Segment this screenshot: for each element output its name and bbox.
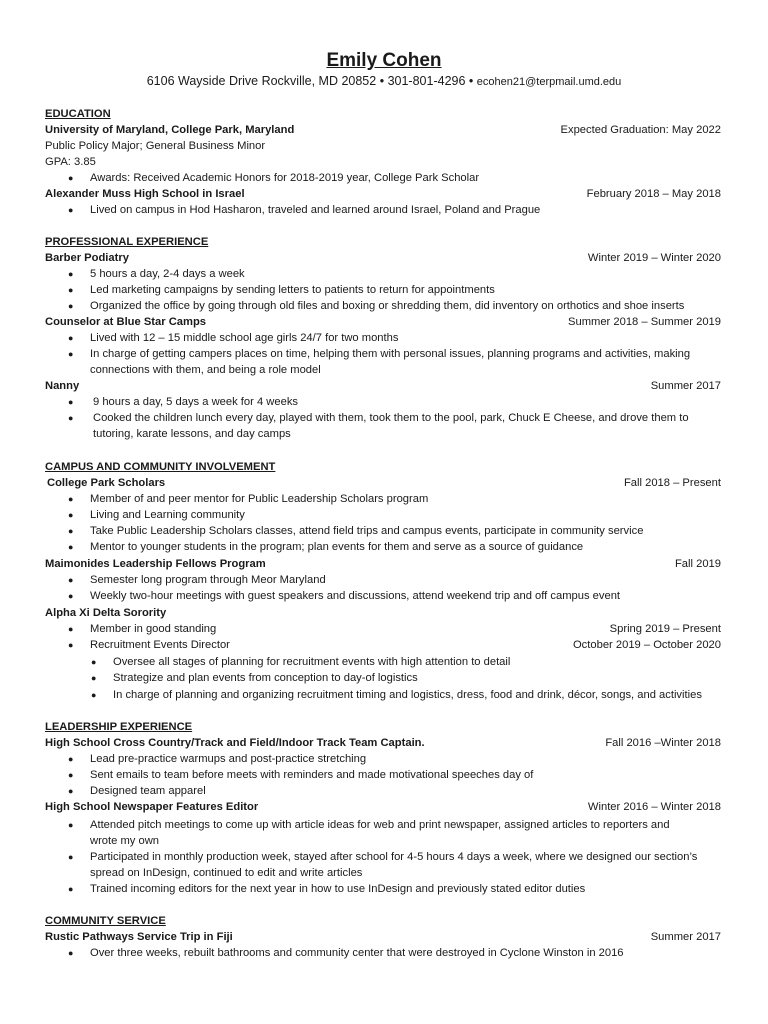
entry-cps: [45, 475, 721, 491]
bullet-text: Organized the office by going through old files and boxing or shredding them, did inventory on orthotics and shoe inserts: [90, 300, 685, 312]
bullet-icon: ●: [91, 690, 97, 700]
bullet-text: Trained incoming editors for the next year in how to use InDesign and previously stated editor duties: [90, 883, 586, 895]
bullet-text: Designed team apparel: [90, 785, 206, 797]
entry-xc: [45, 735, 721, 751]
bullet-text: Led marketing campaigns by sending letters to patients to return for appointments: [90, 284, 495, 296]
entry-umd: [45, 122, 721, 138]
bullet-icon: ●: [91, 673, 97, 683]
bullet-text: connections with them, and being a role model: [90, 364, 321, 376]
axid-bullet-row: [45, 621, 721, 637]
address: 6106 Wayside Drive Rockville, MD 20852: [146, 74, 377, 88]
bullet-icon: ●: [68, 884, 74, 894]
bullet-item: [68, 572, 730, 588]
phone: 301-801-4296: [387, 74, 466, 88]
entry-amhsi: [45, 186, 721, 202]
bullet-icon: ●: [68, 494, 74, 504]
bullet-icon: ●: [68, 624, 74, 634]
bullet-continuation: [90, 833, 730, 849]
bullet-icon: ●: [68, 301, 74, 311]
entry-title: High School Newspaper Features Editor: [45, 801, 259, 813]
bullet-text: spread on InDesign, continued to edit and write articles: [90, 867, 363, 879]
bullet-icon: ●: [91, 657, 97, 667]
bullet-item: [68, 751, 730, 767]
bullet-text: 9 hours a day, 5 days a week for 4 weeks: [93, 396, 299, 408]
entry-date: Expected Graduation: May 2022: [560, 124, 721, 136]
bullet-text: Lived with 12 – 15 middle school age girls 24/7 for two months: [90, 332, 399, 344]
entry-date: Fall 2018 – Present: [623, 477, 721, 489]
entry-date: Summer 2017: [650, 931, 721, 943]
bullet-item: [68, 507, 730, 523]
bullet-text: Attended pitch meetings to come up with article ideas for web and print newspaper, assigned articles to reporters and: [90, 819, 670, 831]
entry-date: Summer 2017: [650, 380, 721, 392]
entry-date: Winter 2016 – Winter 2018: [587, 801, 721, 813]
bullet-icon: ●: [68, 285, 74, 295]
sub-bullet-item: [91, 670, 723, 686]
bullet-continuation: [90, 865, 730, 881]
entry-title: Barber Podiatry: [45, 252, 129, 264]
bullet-icon: ●: [68, 397, 74, 407]
bullet-icon: ●: [68, 413, 74, 423]
bullet-icon: ●: [68, 173, 74, 183]
entry-title: College Park Scholars: [47, 477, 166, 489]
bullet-item: [68, 539, 730, 555]
bullet-text: Strategize and plan events from conception to day-of logistics: [113, 672, 418, 684]
bullet-item: [68, 881, 730, 897]
bullet-icon: ●: [68, 269, 74, 279]
bullet-item: [68, 523, 730, 539]
section-heading-leadership: LEADERSHIP EXPERIENCE: [45, 721, 193, 733]
bullet-icon: ●: [68, 542, 74, 552]
entry-date: February 2018 – May 2018: [586, 188, 721, 200]
bullet-text: In charge of planning and organizing recruitment timing and logistics, dress, food and drink, décor, songs, and activities: [113, 689, 702, 701]
bullet-icon: ●: [68, 754, 74, 764]
entry-maimonides: [45, 556, 721, 572]
bullet-icon: ●: [68, 948, 74, 958]
email: ecohen21@terpmail.umd.edu: [476, 76, 622, 88]
gpa-line: [45, 154, 721, 170]
bullet-text: Over three weeks, rebuilt bathrooms and community center that were destroyed in Cyclone Winston in 2016: [90, 947, 624, 959]
bullet-item: [68, 849, 730, 865]
bullet-icon: ●: [68, 349, 74, 359]
bullet-item: [68, 767, 730, 783]
bullet-item: [68, 282, 730, 298]
bullet-item: [68, 410, 730, 426]
bullet-icon: ●: [68, 591, 74, 601]
contact-line: [0, 73, 768, 90]
entry-title: Alexander Muss High School in Israel: [45, 188, 245, 200]
entry-barber: [45, 250, 721, 266]
bullet-icon: ●: [68, 333, 74, 343]
bullet-text: Living and Learning community: [90, 509, 245, 521]
bullet-text: Participated in monthly production week, stayed after school for 4-5 hours 4 days a week, where we designed our section’s: [90, 851, 698, 863]
bullet-item: [68, 202, 730, 218]
entry-title: Nanny: [45, 380, 80, 392]
bullet-continuation: [90, 362, 730, 378]
bullet-icon: ●: [68, 526, 74, 536]
entry-title: High School Cross Country/Track and Field/Indoor Track Team Captain.: [45, 737, 425, 749]
bullet-text: Recruitment Events Director: [90, 639, 230, 651]
bullet-text: Oversee all stages of planning for recruitment events with high attention to detail: [113, 656, 511, 668]
bullet-item: [68, 170, 730, 186]
bullet-text: Member of and peer mentor for Public Leadership Scholars program: [90, 493, 429, 505]
major-text: Public Policy Major; General Business Minor: [45, 140, 266, 152]
entry-date: Fall 2016 –Winter 2018: [605, 737, 721, 749]
section-heading-campus: CAMPUS AND COMMUNITY INVOLVEMENT: [45, 461, 276, 473]
bullet-icon: ●: [68, 852, 74, 862]
entry-title: University of Maryland, College Park, Maryland: [45, 124, 295, 136]
bullet-date: Spring 2019 – Present: [609, 623, 721, 635]
bullet-item: [68, 817, 730, 833]
entry-fiji: [45, 929, 721, 945]
bullet-icon: ●: [68, 510, 74, 520]
bullet-item: [68, 346, 730, 362]
axid-bullet-row: [45, 637, 721, 653]
bullet-text: Awards: Received Academic Honors for 2018-2019 year, College Park Scholar: [90, 172, 480, 184]
bullet-text: Cooked the children lunch every day, played with them, took them to the pool, park, Chuck E Cheese, and drove them to: [93, 412, 689, 424]
bullet-text: tutoring, karate lessons, and day camps: [93, 428, 291, 440]
bullet-continuation: [90, 426, 730, 442]
bullet-text: Sent emails to team before meets with reminders and made motivational speeches day of: [90, 769, 534, 781]
entry-news: [45, 799, 721, 815]
section-heading-service: COMMUNITY SERVICE: [45, 915, 166, 927]
bullet-text: Take Public Leadership Scholars classes, attend field trips and campus events, participate in community service: [90, 525, 644, 537]
entry-bluestar: [45, 314, 721, 330]
bullet-icon: ●: [68, 205, 74, 215]
bullet-date: October 2019 – October 2020: [572, 639, 721, 651]
bullet-text: 5 hours a day, 2-4 days a week: [90, 268, 245, 280]
bullet-item: [68, 266, 730, 282]
gpa-text: GPA: 3.85: [45, 156, 96, 168]
entry-date: Fall 2019: [674, 558, 721, 570]
major-line: [45, 138, 721, 154]
bullet-text: Lead pre-practice warmups and post-practice stretching: [90, 753, 367, 765]
bullet-item: [68, 298, 730, 314]
bullet-text: wrote my own: [90, 835, 160, 847]
bullet-item: [68, 588, 730, 604]
bullet-text: Semester long program through Meor Maryland: [90, 574, 326, 586]
entry-title: Maimonides Leadership Fellows Program: [45, 558, 266, 570]
bullet-item: [68, 330, 730, 346]
separator: •: [379, 74, 385, 88]
section-heading-education: EDUCATION: [45, 108, 111, 120]
bullet-text: Mentor to younger students in the program; plan events for them and serve as a source of guidance: [90, 541, 584, 553]
bullet-icon: ●: [68, 770, 74, 780]
sub-bullet-item: [91, 654, 723, 670]
entry-date: Summer 2018 – Summer 2019: [568, 316, 721, 328]
section-heading-experience: PROFESSIONAL EXPERIENCE: [45, 236, 209, 248]
bullet-icon: ●: [68, 786, 74, 796]
entry-date: Winter 2019 – Winter 2020: [587, 252, 721, 264]
bullet-text: Lived on campus in Hod Hasharon, traveled and learned around Israel, Poland and Prague: [90, 204, 541, 216]
entry-title: Rustic Pathways Service Trip in Fiji: [45, 931, 233, 943]
entry-nanny: [45, 378, 721, 394]
separator: •: [468, 74, 474, 88]
bullet-icon: ●: [68, 575, 74, 585]
bullet-icon: ●: [68, 640, 74, 650]
bullet-text: In charge of getting campers places on time, helping them with personal issues, planning programs and activities, making: [90, 348, 691, 360]
bullet-text: Weekly two-hour meetings with guest speakers and discussions, attend weekend trip and off campus event: [90, 590, 621, 602]
entry-title: Alpha Xi Delta Sorority: [45, 607, 167, 619]
resume-name: Emily Cohen: [326, 50, 442, 71]
sub-bullet-item: [91, 687, 723, 703]
bullet-item: [68, 783, 730, 799]
bullet-item: [68, 491, 730, 507]
entry-axid: [45, 605, 721, 621]
bullet-icon: ●: [68, 820, 74, 830]
entry-title: Counselor at Blue Star Camps: [45, 316, 207, 328]
bullet-item: [68, 945, 730, 961]
bullet-text: Member in good standing: [90, 623, 217, 635]
bullet-item: [68, 394, 730, 410]
